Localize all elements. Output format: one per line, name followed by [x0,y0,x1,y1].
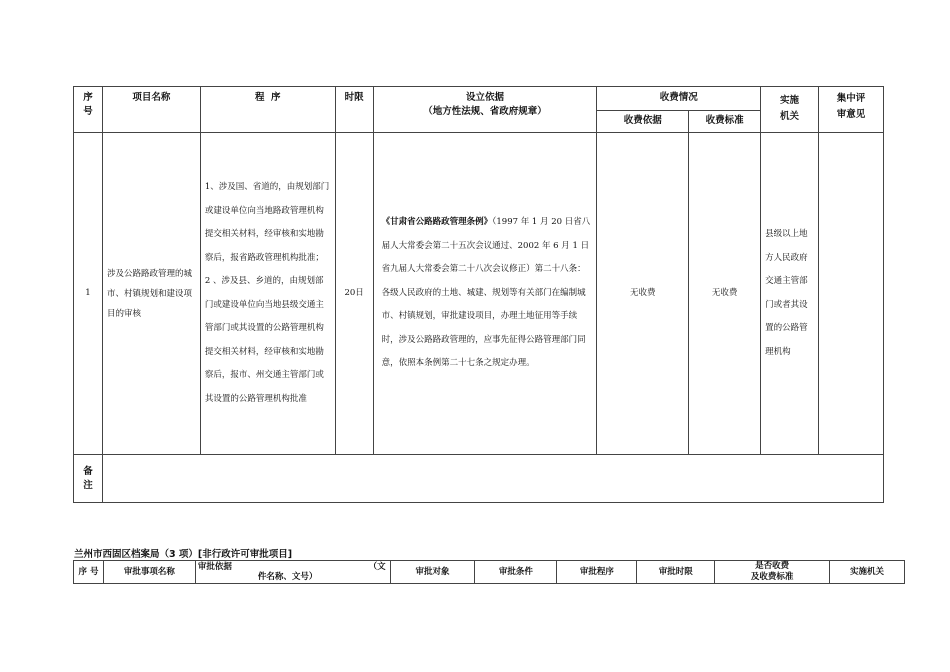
header-fee-standard: 收费标准 [689,111,761,133]
sub-header-basis-b: （文 [368,562,386,572]
header-item-name: 项目名称 [102,87,200,133]
header-review: 集中评 审意见 [819,87,884,133]
sub-header-basis-c: 件名称、文号） [257,572,318,582]
remarks-label: 备 注 [74,455,103,503]
sub-header-item: 审批事项名称 [103,561,195,584]
header-time-limit: 时限 [335,87,373,133]
approval-table [73,560,905,584]
row-item-name: 涉及公路路政管理的城市、村镇规划和建设项目的审核 [102,133,200,455]
section-title: 兰州市西固区档案局（3 项）[非行政许可审批项目] [74,549,293,560]
table-row [74,133,884,455]
sub-header-time: 审批时限 [637,561,715,584]
sub-header-basis [195,561,390,584]
row-fee-basis: 无收费 [597,133,689,455]
basis-law-title: 《甘肃省公路路政管理条例》 [381,217,493,228]
sub-header-seq: 序 号 [74,561,104,584]
sub-header-agency: 实施机关 [830,561,905,584]
basis-law-text: （1997 年 1 月 20 日省八届人大常委会第二十五次会议通过、2002 年 6 月 1 日省九届人大常委会第二十八次会议修正）第二十八条： 各级人民政府的土地、城建、规划等有关部门在编制城市、村镇规划，审批建设项目，办理土地征用等手续时，涉及公路路政管理的，应事先征得公路管理部门同意，依照本条例第二十七条之规定办理。 [381,217,591,369]
row-procedure: 1、涉及国、省道的，由规划部门或建设单位向当地路政管理机构提交相关材料，经审核和实地勘察后，报省路政管理机构批准； 2 、涉及县、乡道的，由规划部门或建设单位向当地县级交通主管部门或其设置的公路管理机构提交相关材料，经审核和实地勘察后，报市、州交通主管部门或其设置的公路管理机构批准 [200,133,335,455]
sub-header-object: 审批对象 [390,561,475,584]
remarks-cell [102,455,883,503]
row-time-limit: 20日 [335,133,373,455]
header-procedure: 程 序 [200,87,335,133]
header-fee: 收费情况 [597,87,761,111]
header-fee-basis: 收费依据 [597,111,689,133]
header-seq: 序 号 [74,87,103,133]
sub-header-fee: 是否收费 及收费标准 [715,561,830,584]
header-basis-title: 设立依据 [465,92,504,103]
sub-header-procedure: 审批程序 [557,561,637,584]
sub-header-basis-a: 审批依据 [197,562,232,572]
row-review [819,133,884,455]
main-table [73,86,884,503]
row-fee-standard: 无收费 [689,133,761,455]
sub-header-condition: 审批条件 [475,561,557,584]
header-agency: 实施 机关 [761,87,819,133]
row-basis [373,133,597,455]
row-seq: 1 [74,133,103,455]
header-basis-sub: （地方性法规、省政府规章） [423,106,547,117]
header-basis [373,87,597,133]
row-agency: 县级以上地方人民政府交通主管部门或者其设置的公路管理机构 [761,133,819,455]
